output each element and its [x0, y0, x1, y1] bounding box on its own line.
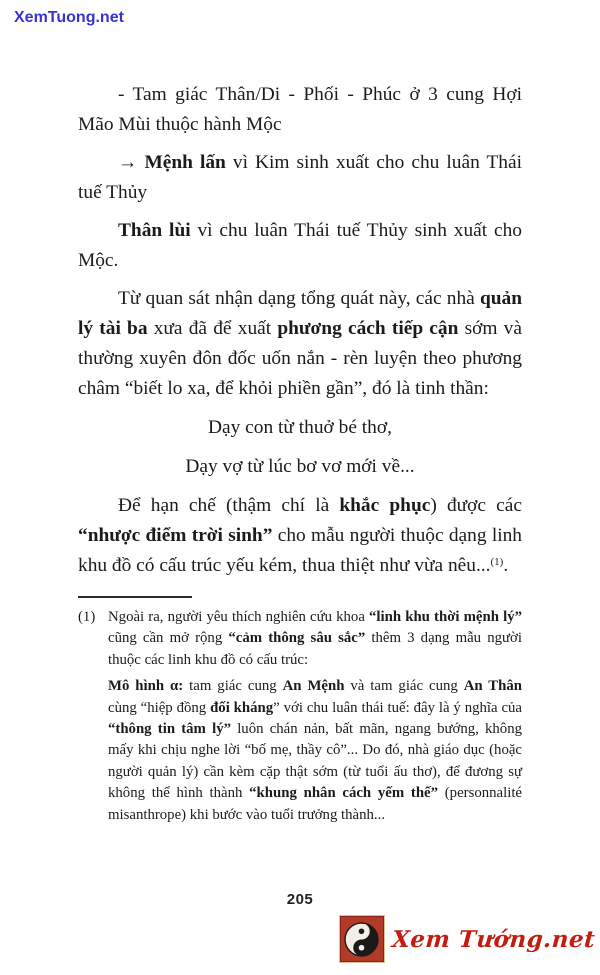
body-text	[78, 80, 522, 826]
footnote-divider	[78, 596, 192, 598]
verse-line: Dạy vợ từ lúc bơ vơ mới về...	[185, 456, 415, 477]
paragraph: → Mệnh lấn vì Kim sinh xuất cho chu luân Thái tuế Thủy	[78, 152, 522, 203]
yin-yang-icon	[339, 915, 385, 963]
page-number: 205	[286, 891, 314, 908]
footnote-section	[78, 596, 522, 826]
footnote-item	[78, 676, 522, 826]
verse-line: Dạy con từ thuở bé thơ,	[208, 417, 392, 438]
footnote-marker: (1)	[78, 609, 96, 625]
footnote-text: Ngoài ra, người yêu thích nghiên cứu khoa “linh khu thời mệnh lý” cũng cần mở rộng “cảm thông sâu sắc” thêm 3 dạng mẫu người thuộc các linh khu đồ có cấu trúc:	[108, 609, 522, 668]
footnote-text: Mô hình α: tam giác cung An Mệnh và tam giác cung An Thân cùng “hiệp đồng đối kháng” với chu luân thái tuế: đây là ý nghĩa của “thông tin tâm lý” luôn chán nản, bất mãn, ngang bướng, không mấy khi chịu nghe lời “bố mẹ, thầy cô”... Do đó, nhà giáo dục (hoặc người quản lý) cần kèm cặp thật sớm (từ tuổi ấu thơ), để đương sự không thể hình thành “khung nhân cách yếm thế” (personnalité misanthrope) khi bước vào tuổi trưởng thành...	[108, 678, 523, 823]
paragraph: - Tam giác Thân/Di - Phối - Phúc ở 3 cung Hợi Mão Mùi thuộc hành Mộc	[78, 84, 522, 135]
paragraph: Thân lùi vì chu luân Thái tuế Thủy sinh xuất cho Mộc.	[78, 220, 522, 271]
site-logo[interactable]	[339, 915, 595, 963]
site-watermark-link[interactable]: XemTuong.net	[14, 9, 124, 26]
paragraph: Để hạn chế (thậm chí là khắc phục) được các “nhược điểm trời sinh” cho mẫu người thuộc dạng linh khu đồ có cấu trúc yếu kém, thua thiệt như vừa nêu...$^{(1)}$.	[78, 495, 522, 576]
site-logo-text: Xem Tướng.net	[390, 925, 596, 953]
footnote-item	[78, 607, 522, 671]
paragraph: Từ quan sát nhận dạng tổng quát này, các nhà quản lý tài ba xưa đã để xuất phương cách tiếp cận sớm và thường xuyên đôn đốc uốn nắn - rèn luyện theo phương châm “biết lo xa, để khỏi phiền gần”, đó là tinh thần:	[78, 288, 522, 399]
